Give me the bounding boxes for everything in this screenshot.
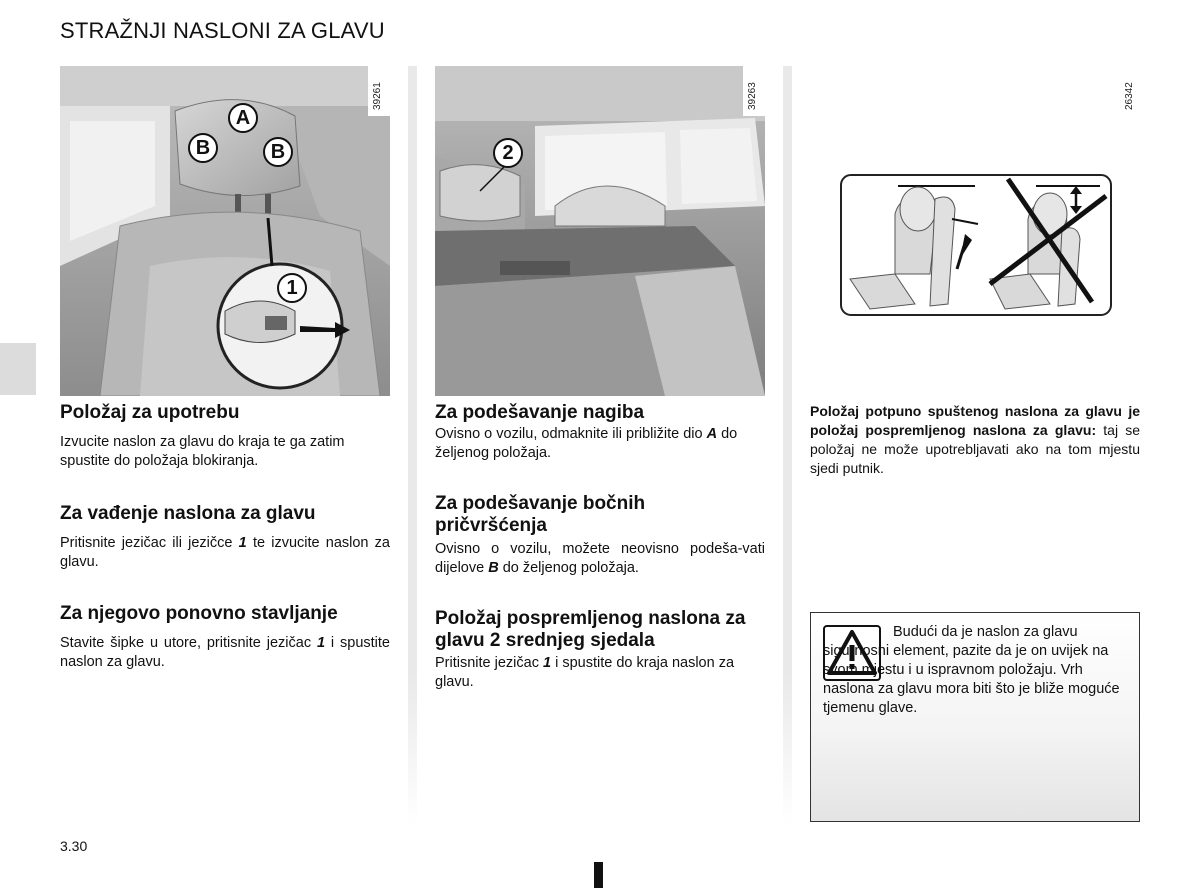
- page-edge-marker: [594, 862, 603, 888]
- callout-2: 2: [493, 138, 523, 168]
- text-tilt-adjust: Ovisno o vozilu, odmaknite ili približite dio A do željenog položaja.: [435, 426, 738, 461]
- heading-stowed-position: Položaj pospremljenog naslona za glavu 2 srednjeg sjedala: [435, 608, 746, 651]
- heading-side-adjust: Za podešavanje bočnih pričvršćenja: [435, 493, 646, 536]
- callout-B-left: B: [188, 133, 218, 163]
- column-divider: [783, 66, 792, 826]
- chapter-tab: [0, 343, 36, 395]
- figure-headrest-photo: [60, 66, 390, 396]
- column-divider: [408, 66, 417, 826]
- warning-text: Budući da je naslon za glavu sigurnosni element, pazite da je on uvijek na svom mjestu i u ispravnom položaju. Vrh naslona za glavu mora biti što je bliže moguće tjemenu glave.: [823, 624, 1120, 716]
- callout-1: 1: [277, 273, 307, 303]
- callout-A: A: [228, 103, 258, 133]
- text-stowed-position: Pritisnite jezičac 1 i spustite do kraja naslon za glavu.: [435, 655, 735, 690]
- figure-code: 39261: [372, 82, 383, 110]
- figure-code: 39263: [747, 82, 758, 110]
- note-lowered-position: Položaj potpuno spuštenog naslona za glavu je položaj pospremljenog naslona za glavu: taj se položaj ne može upotrebljavati ako na tom mjestu sjedi putnik.: [810, 403, 1140, 476]
- heading-refit-headrest: Za njegovo ponovno stavljanje: [60, 603, 338, 624]
- text-remove-headrest: Pritisnite jezičac ili jezičce 1 te izvucite naslon za glavu.: [60, 535, 390, 570]
- warning-box: [810, 612, 1140, 822]
- page-number: 3.30: [60, 838, 88, 854]
- callout-B-right: B: [263, 137, 293, 167]
- text-side-adjust: Ovisno o vozilu, možete neovisno podeša-vati dijelove B do željenog položaja.: [435, 541, 765, 576]
- heading-remove-headrest: Za vađenje naslona za glavu: [60, 503, 316, 524]
- figure-headrest-diagram: [840, 174, 1112, 316]
- figure-code: 26342: [1124, 82, 1135, 110]
- text-refit-headrest: Stavite šipke u utore, pritisnite jezičac 1 i spustite naslon za glavu.: [60, 635, 390, 670]
- heading-usage-position: Položaj za upotrebu: [60, 402, 240, 423]
- heading-tilt-adjust: Za podešavanje nagiba: [435, 402, 645, 423]
- figure-rear-cabin-photo: [435, 66, 765, 396]
- text-usage-position: Izvucite naslon za glavu do kraja te ga zatim spustite do položaja blokiranja.: [60, 434, 345, 469]
- page-title: STRAŽNJI NASLONI ZA GLAVU: [60, 18, 385, 43]
